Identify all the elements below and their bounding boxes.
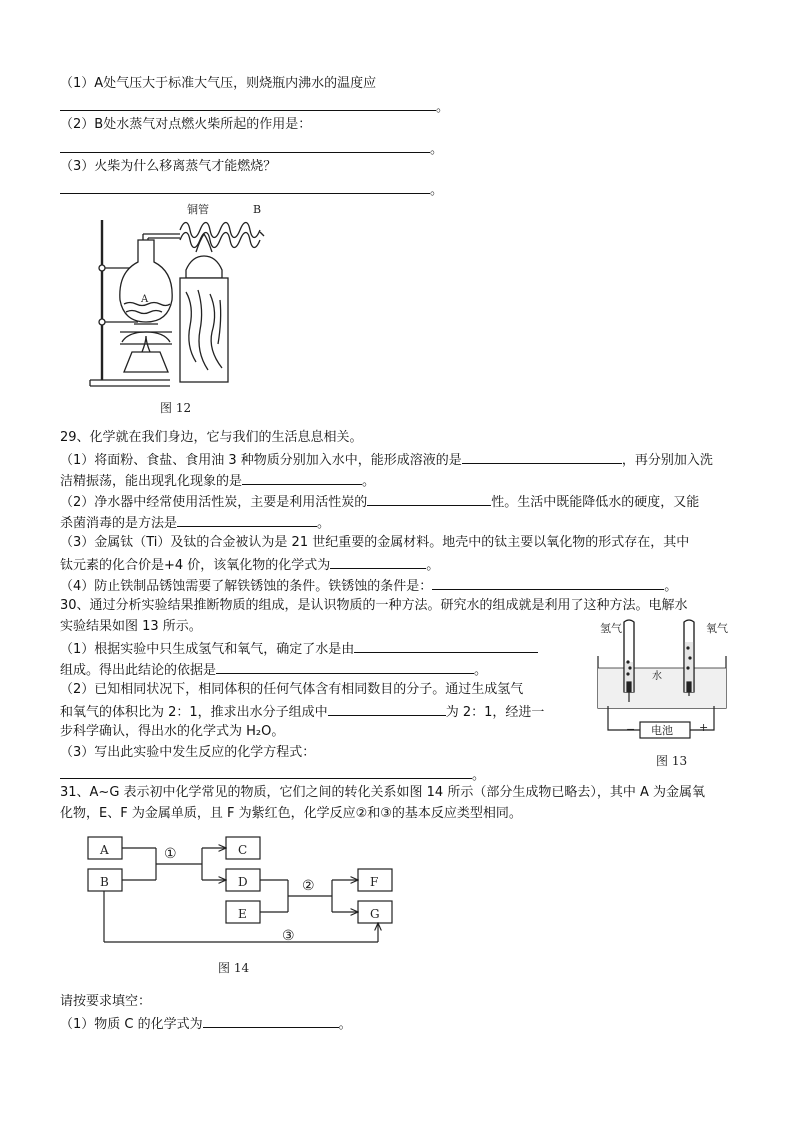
q28-sub3-answer-line: 。	[60, 179, 443, 201]
figure-12-apparatus	[88, 200, 288, 395]
q30-line-5: 步科学确认，得出水的化学式为 H₂O。	[60, 724, 285, 739]
answer-blank[interactable]	[330, 554, 426, 569]
answer-blank[interactable]	[60, 138, 430, 153]
answer-blank[interactable]	[354, 638, 538, 653]
node-g: G	[370, 907, 380, 921]
reaction-3-label: ③	[282, 928, 295, 944]
q30-line-7: 。	[60, 764, 485, 786]
q28-sub1-answer-line: 。	[60, 96, 449, 118]
q30-line-4: 和氧气的体积比为 2：1，推求出水分子组成中 为 2：1，经进一	[60, 701, 544, 723]
q29-line-2: 洁精振荡，能出现乳化现象的是 。	[60, 470, 375, 492]
q30-line-6: （3）写出此实验中发生反应的化学方程式：	[60, 745, 316, 760]
figure-12-label-tube: 铜管	[187, 203, 209, 216]
answer-blank[interactable]	[177, 512, 317, 527]
figure-13-caption: 图 13	[656, 754, 688, 768]
answer-blank[interactable]	[242, 470, 362, 485]
answer-blank[interactable]	[60, 179, 430, 194]
figure-13-minus: −	[626, 723, 636, 736]
answer-blank[interactable]	[60, 764, 472, 779]
answer-blank[interactable]	[328, 701, 446, 716]
figure-12-caption: 图 12	[160, 401, 192, 415]
q29-line-3: （2）净水器中经常使用活性炭，主要是利用活性炭的 性。生活中既能降低水的硬度，又能	[60, 491, 699, 513]
answer-blank[interactable]	[203, 1013, 339, 1028]
q29-line-1: （1）将面粉、食盐、食用油 3 种物质分别加入水中，能形成溶液的是 ，再分别加入洗	[60, 449, 713, 471]
figure-12-label-b: B	[253, 203, 262, 216]
q29-line-6: 钛元素的化合价是+4 价，该氧化物的化学式为 。	[60, 554, 439, 576]
answer-blank[interactable]	[367, 491, 491, 506]
q28-sub3: （3）火柴为什么移离蒸气才能燃烧？	[60, 159, 277, 174]
q29-line-5: （3）金属钛（Ti）及钛的合金被认为是 21 世纪重要的金属材料。地壳中的钛主要以氧化物的形式存在，其中	[60, 535, 690, 550]
q28-sub2: （2）B处水蒸气对点燃火柴所起的作用是：	[60, 117, 312, 132]
reaction-1-label: ①	[164, 846, 177, 862]
q31-fill-prompt: 请按要求填空：	[60, 994, 152, 1009]
figure-13-label-oxygen: 氧气	[706, 622, 728, 635]
node-e: E	[238, 907, 247, 921]
q29-line-4: 杀菌消毒的是方法是 。	[60, 512, 330, 534]
q31-line-1: （1）物质 C 的化学式为 。	[60, 1013, 352, 1035]
figure-13-label-hydrogen: 氢气	[600, 622, 622, 635]
q29-line-7: （4）防止铁制品锈蚀需要了解铁锈蚀的条件。铁锈蚀的条件是： 。	[60, 575, 677, 597]
q30-line-1: （1）根据实验中只生成氢气和氧气，确定了水是由	[60, 638, 538, 660]
answer-blank[interactable]	[216, 659, 474, 674]
answer-blank[interactable]	[462, 449, 622, 464]
figure-13-label-battery: 电池	[651, 724, 673, 737]
node-f: F	[370, 875, 379, 889]
q30-stem-1: 30、通过分析实验结果推断物质的组成，是认识物质的一种方法。研究水的组成就是利用了这种方法。电解水	[60, 598, 688, 613]
q28-sub2-answer-line: 。	[60, 138, 443, 160]
figure-13-plus: +	[699, 721, 709, 734]
figure-14-caption: 图 14	[218, 961, 250, 975]
reaction-2-label: ②	[302, 878, 315, 894]
node-d: D	[238, 875, 248, 889]
node-b: B	[100, 875, 109, 889]
q30-line-2: 组成。得出此结论的依据是 。	[60, 659, 487, 681]
q31-stem-2: 化物，E、F 为金属单质，且 F 为紫红色，化学反应②和③的基本反应类型相同。	[60, 806, 522, 821]
node-a: A	[100, 843, 109, 857]
q31-stem-1: 31、A~G 表示初中化学常见的物质，它们之间的转化关系如图 14 所示（部分生成物已略去），其中 A 为金属氧	[60, 785, 705, 800]
q29-stem: 29、化学就在我们身边，它与我们的生活息息相关。	[60, 430, 363, 445]
figure-14-scheme	[84, 834, 414, 954]
q28-sub1: （1）A处气压大于标准大气压，则烧瓶内沸水的温度应	[60, 76, 377, 91]
figure-12-label-a: A	[141, 294, 149, 305]
figure-13-label-water: 水	[652, 671, 662, 682]
q30-line-3: （2）已知相同状况下，相同体积的任何气体含有相同数目的分子。通过生成氢气	[60, 682, 524, 697]
node-c: C	[238, 843, 248, 857]
answer-blank[interactable]	[60, 96, 436, 111]
q30-stem-2: 实验结果如图 13 所示。	[60, 619, 202, 634]
answer-blank[interactable]	[432, 575, 664, 590]
